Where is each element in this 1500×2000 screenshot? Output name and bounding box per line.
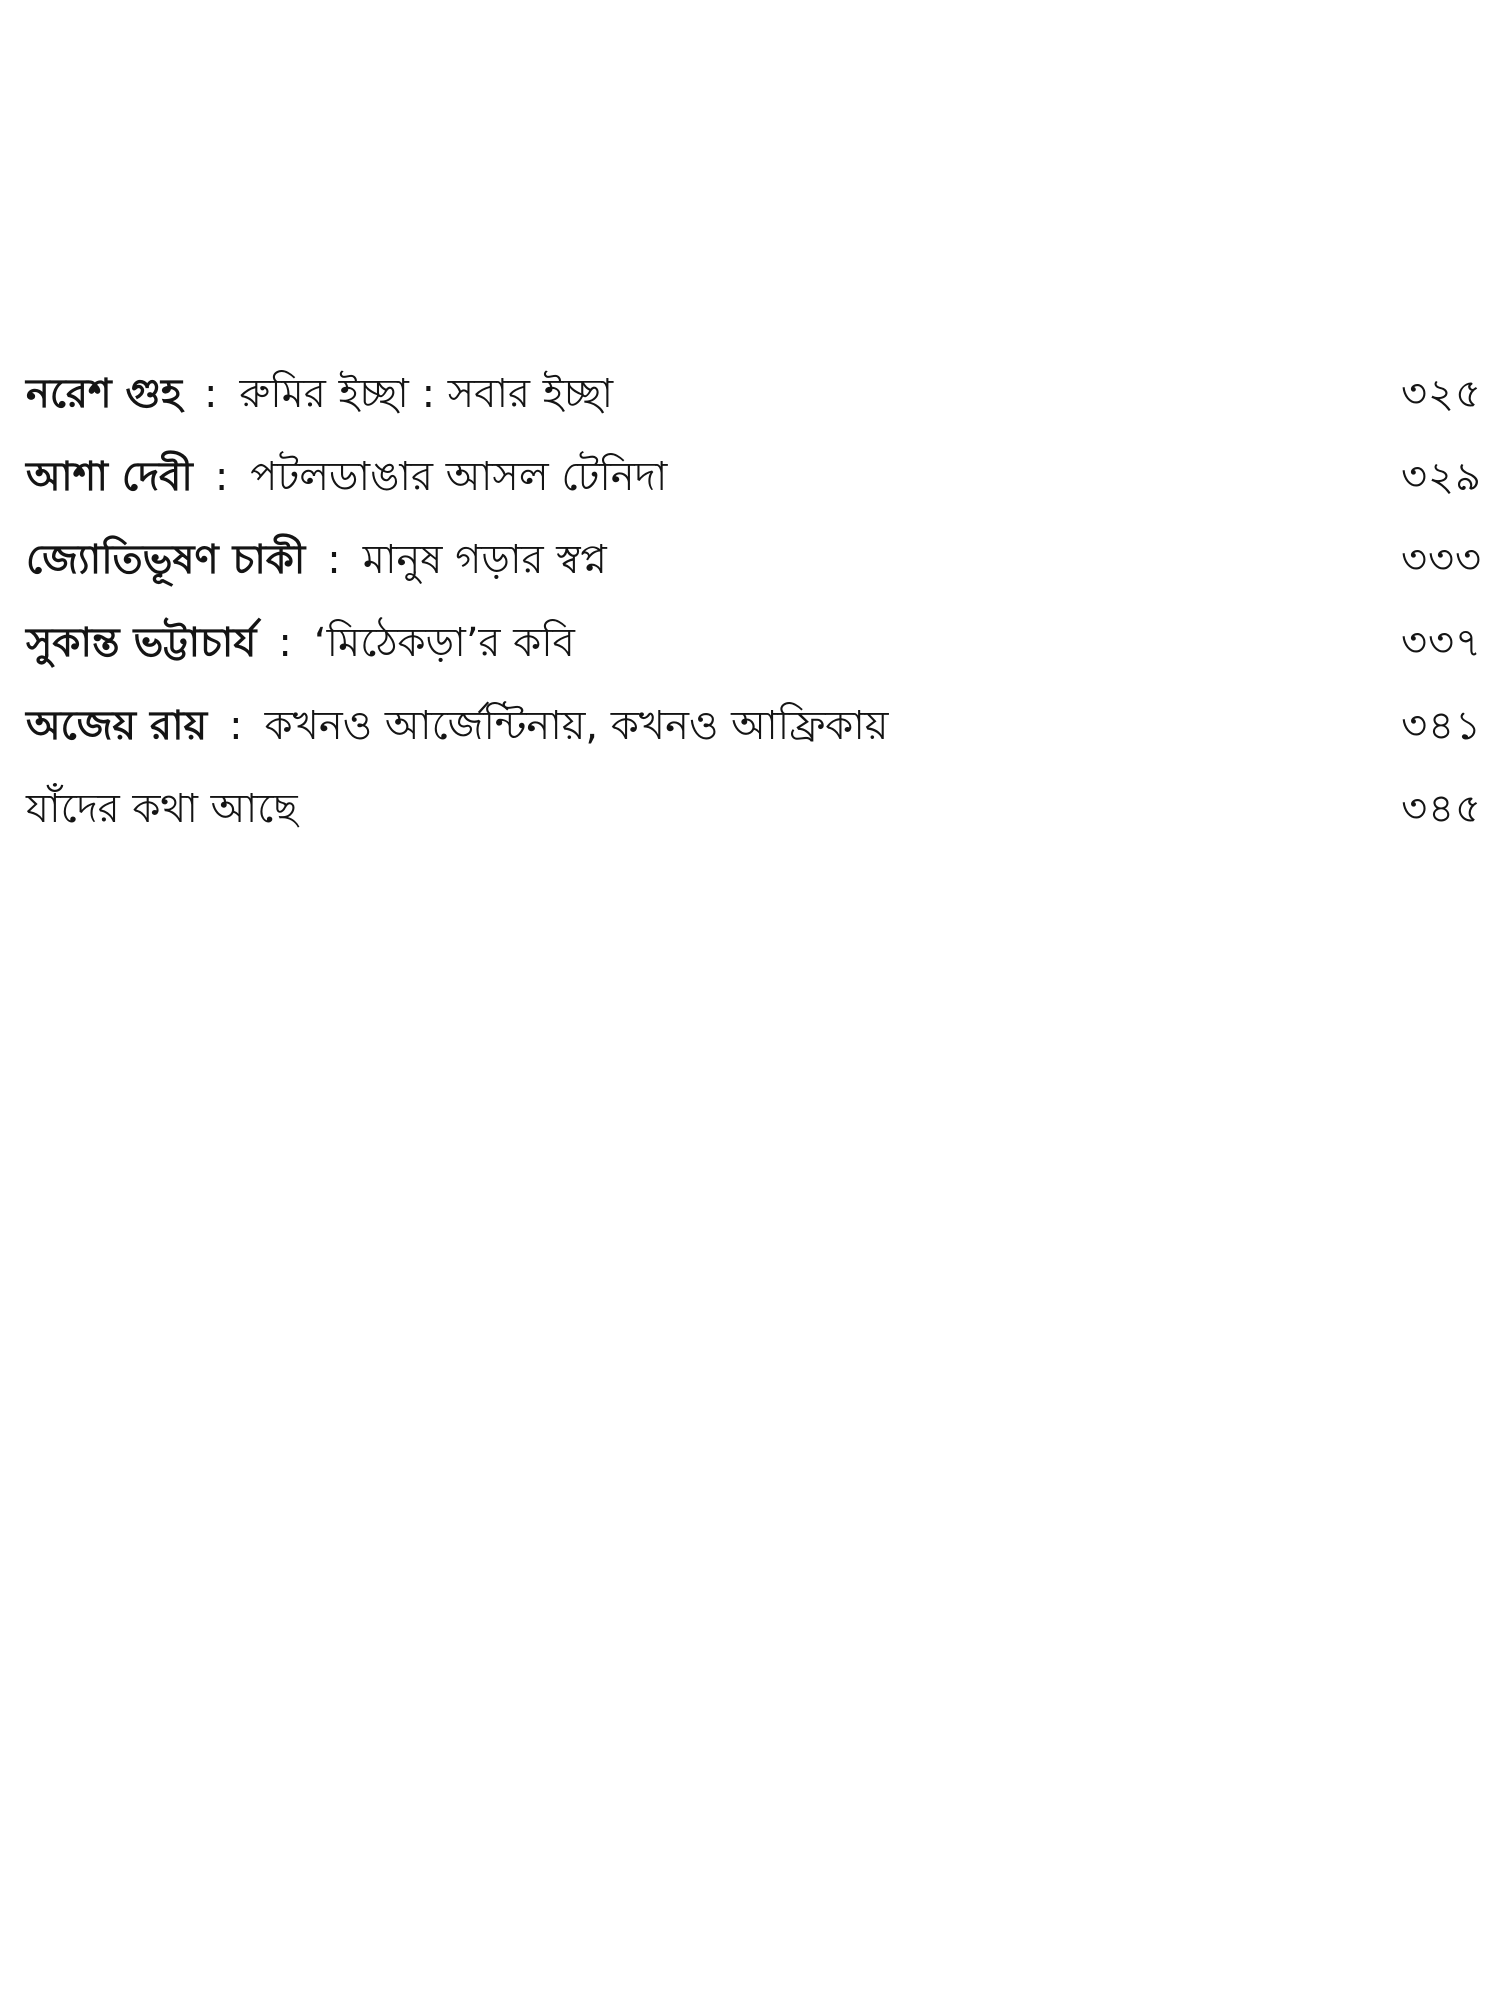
toc-separator: : <box>229 702 243 749</box>
toc-page-number: ৩২৫ <box>1401 370 1482 417</box>
toc-entry <box>26 767 1482 850</box>
toc-author: আশা দেবী <box>26 453 193 500</box>
toc-entry-text <box>26 783 298 835</box>
toc-separator: : <box>327 536 341 583</box>
toc-title: ‘মিঠেকড়া’র কবি <box>313 619 575 666</box>
toc-page-number: ৩৩৭ <box>1400 619 1482 666</box>
toc-entry <box>26 435 1482 518</box>
toc-author: অজেয় রায় <box>26 702 208 749</box>
toc-title: মানুষ গড়ার স্বপ্ন <box>362 536 607 583</box>
toc-page-number: ৩৪৫ <box>1401 785 1482 832</box>
toc-entry-text <box>26 368 613 420</box>
toc-entry <box>26 518 1482 601</box>
toc-separator: : <box>214 453 229 500</box>
toc-title: পটলডাঙার আসল টেনিদা <box>250 453 668 500</box>
toc-title: কখনও আর্জেন্টিনায়, কখনও আফ্রিকায় <box>264 702 889 749</box>
table-of-contents <box>26 352 1482 850</box>
toc-entry <box>26 352 1482 435</box>
toc-page-number: ৩৪১ <box>1401 702 1482 749</box>
toc-page-number: ৩২৯ <box>1401 453 1482 500</box>
toc-title: যাঁদের কথা আছে <box>26 785 298 832</box>
toc-entry-text <box>26 451 667 503</box>
toc-author: নরেশ গুহ <box>26 370 183 417</box>
toc-author: সুকান্ত ভট্টাচার্য <box>26 619 257 666</box>
toc-entry-text <box>26 700 888 752</box>
toc-page-number: ৩৩৩ <box>1400 536 1482 583</box>
toc-title: রুমির ইচ্ছা : সবার ইচ্ছা <box>239 370 614 417</box>
toc-entry <box>26 684 1482 767</box>
toc-entry <box>26 601 1482 684</box>
toc-author: জ্যোতিভূষণ চাকী <box>26 536 306 583</box>
toc-separator: : <box>278 619 292 666</box>
toc-entry-text <box>26 617 575 669</box>
toc-separator: : <box>204 370 218 417</box>
toc-entry-text <box>26 534 607 586</box>
